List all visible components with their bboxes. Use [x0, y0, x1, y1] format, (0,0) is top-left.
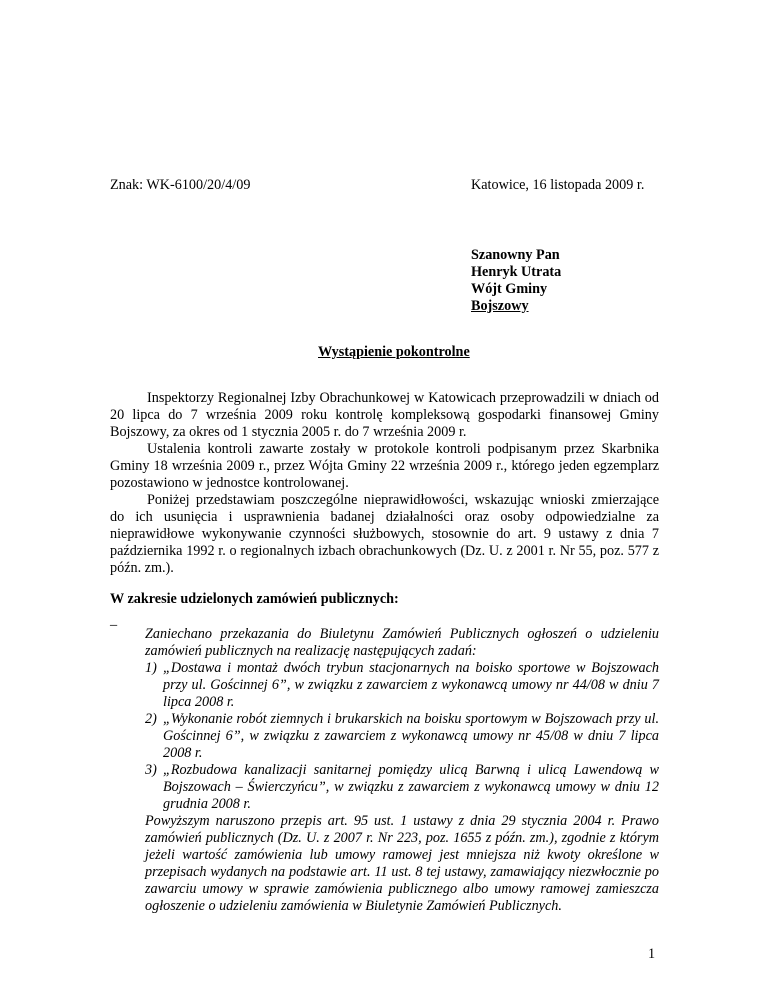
list-item-number: 1) — [145, 660, 157, 676]
paragraph-2: Ustalenia kontroli zawarte zostały w protokole kontroli podpisanym przez Skarbnika Gminy 18 września 2009 r., przez Wójta Gminy 22 września 2009 r., którego jeden egzemplarz pozostawiono w jednostce kontrolowanej. — [110, 441, 659, 491]
addressee-municipality: Bojszowy — [471, 298, 529, 314]
list-item-number: 3) — [145, 762, 157, 778]
addressee-name: Henryk Utrata — [471, 264, 562, 280]
finding-intro: Zaniechano przekazania do Biuletynu Zamówień Publicznych ogłoszeń o udzieleniu zamówień publicznych na realizację następujących zadań: — [145, 626, 659, 659]
list-item-text: „Rozbudowa kanalizacji sanitarnej pomiędzy ulicą Barwną i ulicą Lawendową w Bojszowach – Świerczyńcu”, w związku z zawarciem z wykonawcą umowy w dniu 12 grudnia 2008 r. — [163, 762, 659, 812]
list-item-number: 2) — [145, 711, 157, 727]
date-place: Katowice, 16 listopada 2009 r. — [471, 177, 645, 193]
document-title: Wystąpienie pokontrolne — [318, 344, 470, 360]
list-item-1 — [145, 660, 659, 711]
addressee-position: Wójt Gminy — [471, 281, 548, 297]
paragraph-1: Inspektorzy Regionalnej Izby Obrachunkowej w Katowicach przeprowadzili w dniach od 20 lipca do 7 września 2009 roku kontrolę kompleksową gospodarki finansowej Gminy Bojszowy, za okres od 1 stycznia 2005 r. do 7 września 2009 r. — [110, 390, 659, 440]
list-item-3 — [145, 762, 659, 813]
bullet-dash: – — [110, 617, 118, 633]
addressee-block — [471, 247, 561, 315]
section-heading: W zakresie udzielonych zamówień publicznych: — [110, 591, 399, 607]
addressee-salutation: Szanowny Pan — [471, 247, 560, 263]
list-item-text: „Dostawa i montaż dwóch trybun stacjonarnych na boisko sportowe w Bojszowach przy ul. Gościnnej 6”, w związku z zawarciem z wykonawcą umowy nr 44/08 w dniu 7 lipca 2008 r. — [163, 660, 659, 710]
reference-number: Znak: WK-6100/20/4/09 — [110, 177, 251, 193]
paragraph-3: Poniżej przedstawiam poszczególne nieprawidłowości, wskazując wnioski zmierzające do ich usunięcia i usprawnienia badanej działalności oraz osoby odpowiedzialne za nieprawidłowe wykonywanie czynności służbowych, stosownie do art. 9 ustawy z dnia 7 października 1992 r. o regionalnych izbach obrachunkowych (Dz. U. z 2001 r. Nr 55, poz. 577 z późn. zm.). — [110, 492, 659, 576]
page-number: 1 — [648, 946, 656, 962]
list-item-text: „Wykonanie robót ziemnych i brukarskich na boisku sportowym w Bojszowach przy ul. Gościnnej 6”, w związku z zawarciem z wykonawcą umowy nr 45/08 w dniu 7 lipca 2008 r. — [163, 711, 659, 761]
list-item-2 — [145, 711, 659, 762]
finding-conclusion: Powyższym naruszono przepis art. 95 ust. 1 ustawy z dnia 29 stycznia 2004 r. Prawo zamówień publicznych (Dz. U. z 2007 r. Nr 223, poz. 1655 z późn. zm.), zgodnie z którym jeżeli wartość zamówienia lub umowy ramowej jest mniejsza niż kwoty określone w przepisach wydanych na podstawie art. 11 ust. 8 tej ustawy, zamawiający niezwłocznie po zawarciu umowy w sprawie zamówienia publicznego albo umowy ramowej zamieszcza ogłoszenie o udzieleniu zamówienia w Biuletynie Zamówień Publicznych. — [145, 813, 659, 914]
